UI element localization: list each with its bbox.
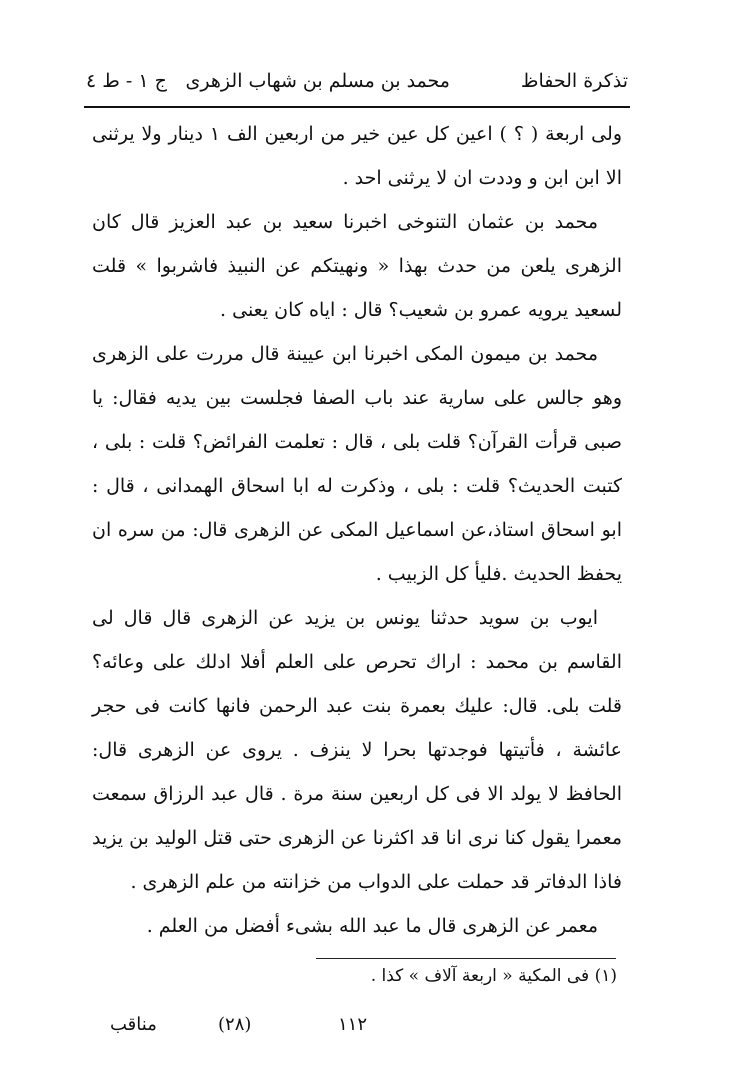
- header-rule: [84, 106, 630, 108]
- volume-indicator: ج ١ - ط ٤: [86, 70, 167, 92]
- page-footer: [110, 1010, 410, 1044]
- paragraph: معمر عن الزهرى قال ما عبد الله بشىء أفضل من العلم .: [146, 915, 598, 937]
- footnote-rule: [316, 958, 616, 959]
- paragraph: ولى اربعة ( ؟ ) اعين كل عين خير من اربعين الف ١ دينار ولا يرثنى الا ابن ابن و وددت ان لا يرثنى احد .: [92, 123, 622, 189]
- paragraph: ايوب بن سويد حدثنا يونس بن يزيد عن الزهرى قال قال لى القاسم بن محمد : اراك تحرص على العلم أفلا ادلك على وعائه؟ قلت بلى. قال: عليك بعمرة بنت عبد الرحمن فانها كانت فى حجر عائشة ، فأتيتها فوجدتها بحرا لا ينزف . يروى عن الزهرى قال: الحافظ لا يولد الا فى كل اربعين سنة مرة . قال عبد الرزاق سمعت معمرا يقول كنا نرى انا قد اكثرنا عن الزهرى حتى قتل الوليد بن يزيد فاذا الدفاتر قد حملت على الدواب من خزانته من علم الزهرى .: [92, 607, 622, 893]
- running-header: [86, 62, 628, 102]
- footnote: (١) فى المكية « اربعة آلاف » كذا .: [370, 966, 617, 986]
- paragraph: محمد بن ميمون المكى اخبرنا ابن عيينة قال مررت على الزهرى وهو جالس على سارية عند باب الصفا فجلست بين يديه فقال: يا صبى قرأت القرآن؟ قلت بلى ، قال : تعلمت الفرائض؟ قلت : بلى ، كتبت الحديث؟ قلت : بلى ، وذكرت له ابا اسحاق الهمدانى ، قال : ابو اسحاق استاذ،عن اسماعيل المكى عن الزهرى قال: من سره ان يحفظ الحديث .فليأ كل الزبيب .: [92, 343, 622, 585]
- main-text: [92, 112, 622, 948]
- chapter-subject: محمد بن مسلم بن شهاب الزهرى: [185, 70, 450, 92]
- book-title: تذكرة الحفاظ: [520, 70, 628, 92]
- entry-number: (٢٨): [218, 1014, 252, 1035]
- footer-label: مناقب: [110, 1014, 157, 1035]
- paragraph: محمد بن عثمان التنوخى اخبرنا سعيد بن عبد العزيز قال كان الزهرى يلعن من حدث بهذا « ونهيتكم عن النبيذ فاشربوا » قلت لسعيد يرويه عمرو بن شعيب؟ قال : اياه كان يعنى .: [92, 211, 622, 321]
- page-number: ١١٢: [338, 1014, 368, 1035]
